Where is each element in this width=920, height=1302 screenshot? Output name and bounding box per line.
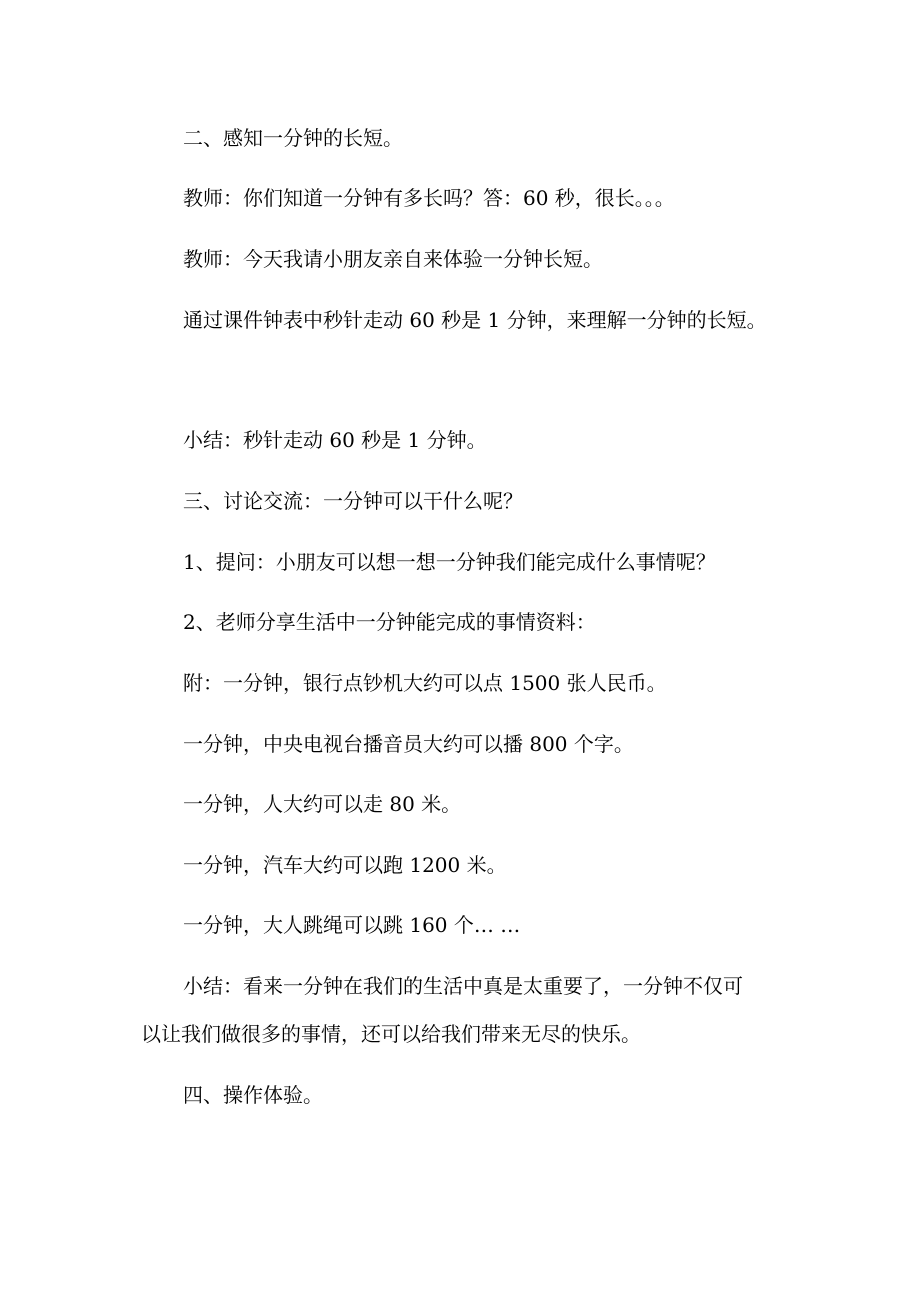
teacher-question-line: 教师：你们知道一分钟有多长吗？答：60 秒，很长。。。 (183, 186, 675, 210)
summary-line-2a: 小结：看来一分钟在我们的生活中真是太重要了，一分钟不仅可 (183, 974, 743, 998)
courseware-note-line: 通过课件钟表中秒针走动 60 秒是 1 分钟，来理解一分钟的长短。 (183, 308, 767, 332)
appendix-line: 附：一分钟，银行点钞机大约可以点 1500 张人民币。 (183, 671, 667, 695)
appendix-line: 一分钟，大人跳绳可以跳 160 个… … (183, 913, 521, 937)
section-heading-operation: 四、操作体验。 (183, 1083, 323, 1107)
appendix-line: 一分钟，中央电视台播音员大约可以播 800 个字。 (183, 732, 634, 756)
section-heading-perceive: 二、感知一分钟的长短。 (183, 126, 403, 150)
appendix-line: 一分钟，汽车大约可以跑 1200 米。 (183, 853, 507, 877)
list-item-question: 1、提问：小朋友可以想一想一分钟我们能完成什么事情呢？ (183, 550, 716, 574)
list-item-share: 2、老师分享生活中一分钟能完成的事情资料： (183, 610, 596, 634)
teacher-intro-line: 教师：今天我请小朋友亲自来体验一分钟长短。 (183, 247, 603, 271)
appendix-line: 一分钟，人大约可以走 80 米。 (183, 792, 462, 816)
summary-line-2b: 以让我们做很多的事情，还可以给我们带来无尽的快乐。 (141, 1022, 641, 1046)
summary-line-1: 小结：秒针走动 60 秒是 1 分钟。 (183, 428, 487, 452)
section-heading-discussion: 三、讨论交流：一分钟可以干什么呢？ (183, 489, 523, 513)
